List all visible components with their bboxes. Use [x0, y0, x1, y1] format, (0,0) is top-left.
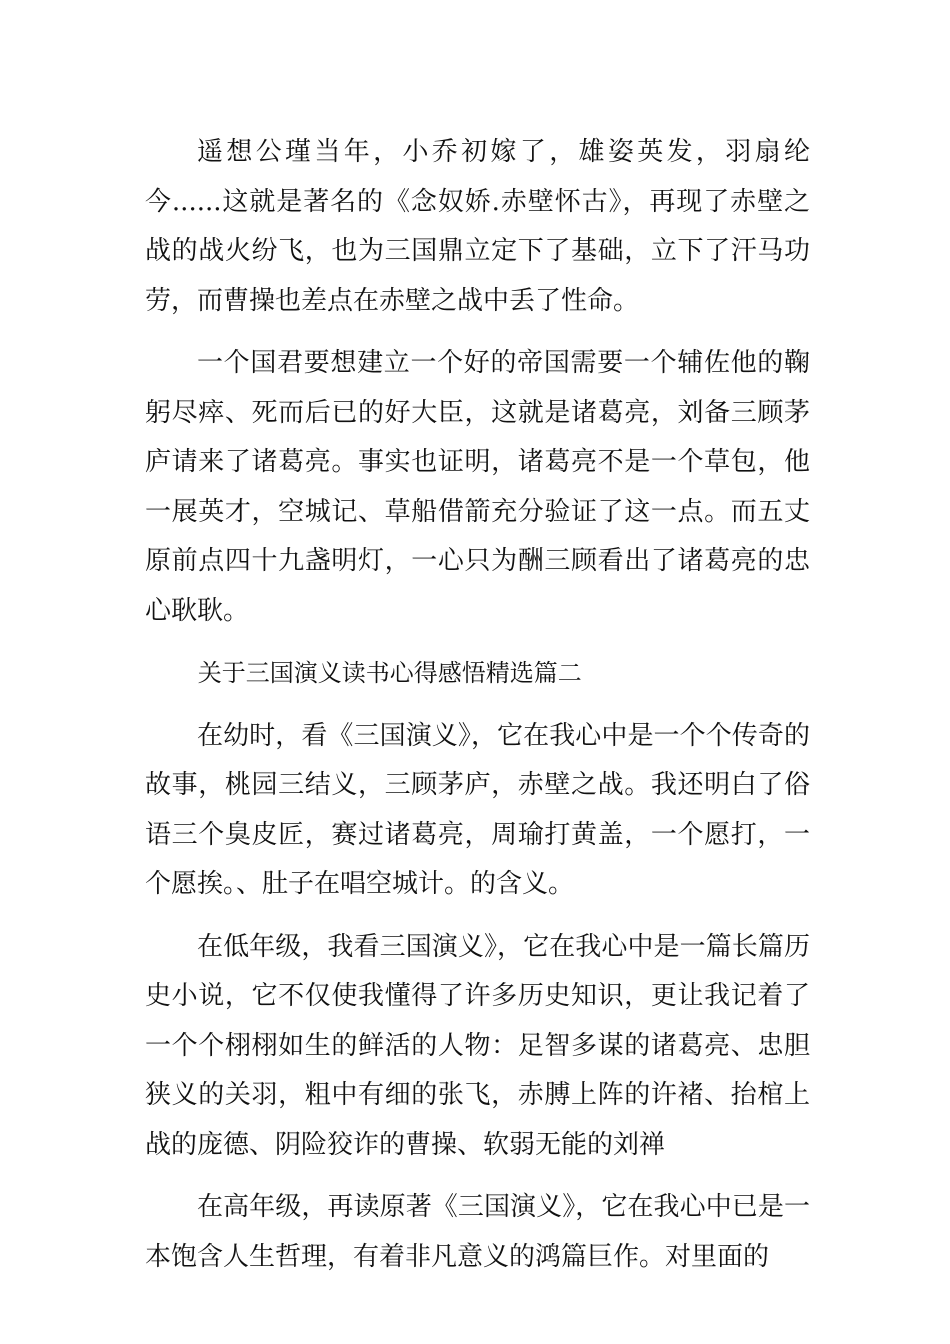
section-heading: 关于三国演义读书心得感悟精选篇二	[197, 659, 582, 687]
document-body	[145, 128, 810, 1295]
paragraph-chibi: 遥想公瑾当年，小乔初嫁了，雄姿英发，羽扇纶今......这就是著名的《念奴娇.赤壁怀古》，再现了赤壁之战的战火纷飞，也为三国鼎立定下了基础，立下了汗马功劳，而曹操也差点在赤壁之战中丢了性命。	[145, 137, 810, 316]
paragraph-upper-grade: 在高年级，再读原著《三国演义》，它在我心中已是一本饱含人生哲理，有着非凡意义的鸿篇巨作。对里面的	[145, 1192, 810, 1272]
paragraph-lower-grade: 在低年级，我看三国演义》，它在我心中是一篇长篇历史小说，它不仅使我懂得了许多历史知识，更让我记着了一个个栩栩如生的鲜活的人物：足智多谋的诸葛亮、忠胆狭义的关羽，粗中有细的张飞，赤膊上阵的许褚、抬棺上战的庞德、阴险狡诈的曹操、软弱无能的刘禅	[145, 931, 810, 1160]
paragraph-zhuge-liang: 一个国君要想建立一个好的帝国需要一个辅佐他的鞠躬尽瘁、死而后已的好大臣，这就是诸葛亮，刘备三顾茅庐请来了诸葛亮。事实也证明，诸葛亮不是一个草包，他一展英才，空城记、草船借箭充分验证了这一点。而五丈原前点四十九盏明灯，一心只为酬三顾看出了诸葛亮的忠心耿耿。	[145, 348, 810, 626]
paragraph-childhood: 在幼时，看《三国演义》，它在我心中是一个个传奇的故事，桃园三结义，三顾茅庐，赤壁之战。我还明白了俗语三个臭皮匠，赛过诸葛亮，周瑜打黄盖，一个愿打，一个愿挨。、肚子在唱空城计。的含义。	[145, 720, 810, 899]
